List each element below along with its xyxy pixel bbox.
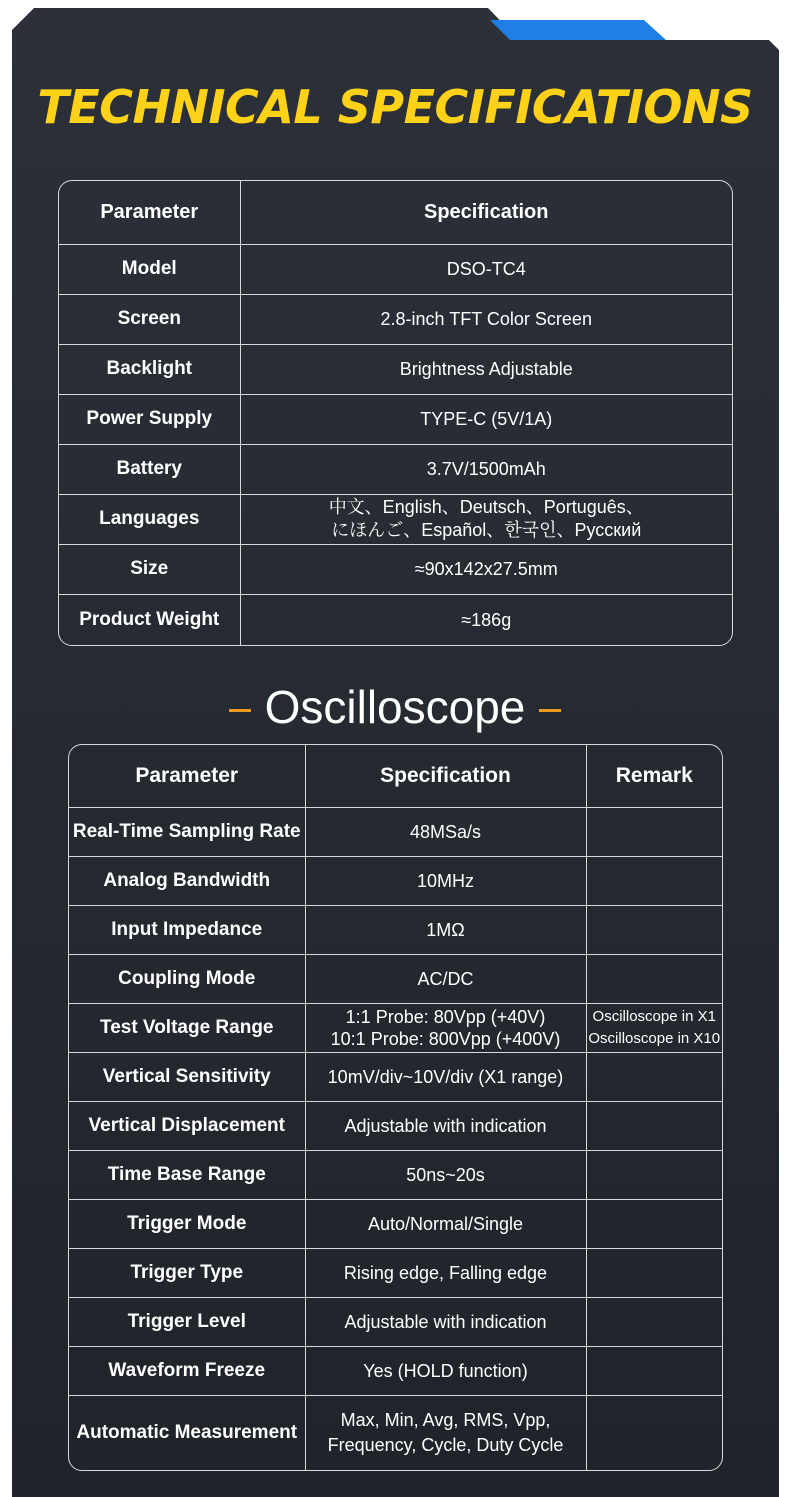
value-coupling-mode: AC/DC [305,954,586,1003]
param-input-impedance: Input Impedance [69,905,305,954]
remark-trigger-mode [586,1199,722,1248]
table-row [69,905,722,954]
table-row [59,244,732,294]
oscilloscope-section-title [0,680,790,734]
remark-trigger-level [586,1297,722,1346]
table-row [69,1052,722,1101]
value-model: DSO-TC4 [240,244,732,294]
remark-waveform-freeze [586,1346,722,1395]
param-vertical-displacement: Vertical Displacement [69,1101,305,1150]
param-languages: Languages [59,494,240,544]
table-row [69,856,722,905]
value-screen: 2.8-inch TFT Color Screen [240,294,732,344]
value-size: ≈90x142x27.5mm [240,544,732,594]
table-row [69,1297,722,1346]
table-row [59,294,732,344]
remark-automatic-measurement [586,1395,722,1471]
value-trigger-mode: Auto/Normal/Single [305,1199,586,1248]
table-row [69,1150,722,1199]
table-row [69,1003,722,1052]
remark-line-1: Oscilloscope in X1 [592,1007,716,1025]
value-product-weight: ≈186g [240,594,732,645]
section-title-text: Oscilloscope [264,681,526,733]
param-trigger-level: Trigger Level [69,1297,305,1346]
param-size: Size [59,544,240,594]
remark-line-2: Oscilloscope in X10 [588,1029,721,1047]
value-languages [240,494,732,544]
table-header-row [69,745,722,807]
param-trigger-mode: Trigger Mode [69,1199,305,1248]
table-row [59,344,732,394]
languages-line-1: 中文、English、Deutsch、Português、 [328,497,644,517]
param-analog-bandwidth: Analog Bandwidth [69,856,305,905]
table-row [69,1199,722,1248]
value-time-base-range: 50ns~20s [305,1150,586,1199]
param-screen: Screen [59,294,240,344]
remark-analog-bandwidth [586,856,722,905]
param-battery: Battery [59,444,240,494]
remark-trigger-type [586,1248,722,1297]
table-row [59,594,732,645]
remark-test-voltage-range [586,1003,722,1052]
param-sampling-rate: Real-Time Sampling Rate [69,807,305,856]
measurement-line-2: Frequency, Cycle, Duty Cycle [327,1435,564,1456]
param-model: Model [59,244,240,294]
param-waveform-freeze: Waveform Freeze [69,1346,305,1395]
param-trigger-type: Trigger Type [69,1248,305,1297]
page-title: TECHNICAL SPECIFICATIONS [37,80,753,134]
value-battery: 3.7V/1500mAh [240,444,732,494]
table-row [59,544,732,594]
header-specification: Specification [305,745,586,807]
value-test-voltage-range [305,1003,586,1052]
value-analog-bandwidth: 10MHz [305,856,586,905]
remark-vertical-displacement [586,1101,722,1150]
voltage-line-2: 10:1 Probe: 800Vpp (+400V) [330,1028,561,1049]
table-row [59,494,732,544]
header-specification: Specification [240,181,732,244]
dash-left-icon [229,709,251,712]
header-parameter: Parameter [69,745,305,807]
table-header-row [59,181,732,244]
header-accent-stripe [490,20,666,40]
header-parameter: Parameter [59,181,240,244]
table-row [69,1248,722,1297]
languages-line-2: にほんご、Español、한국인、Русский [331,520,642,540]
value-waveform-freeze: Yes (HOLD function) [305,1346,586,1395]
table-row [59,444,732,494]
table-row [59,394,732,444]
param-automatic-measurement: Automatic Measurement [69,1395,305,1471]
param-time-base-range: Time Base Range [69,1150,305,1199]
value-trigger-level: Adjustable with indication [305,1297,586,1346]
param-test-voltage-range: Test Voltage Range [69,1003,305,1052]
voltage-line-1: 1:1 Probe: 80Vpp (+40V) [345,1006,546,1027]
table-row [69,807,722,856]
param-product-weight: Product Weight [59,594,240,645]
table-row [69,1346,722,1395]
remark-coupling-mode [586,954,722,1003]
table-row [69,1395,722,1471]
remark-time-base-range [586,1150,722,1199]
value-vertical-sensitivity: 10mV/div~10V/div (X1 range) [305,1052,586,1101]
value-trigger-type: Rising edge, Falling edge [305,1248,586,1297]
dash-right-icon [539,709,561,712]
remark-input-impedance [586,905,722,954]
value-power-supply: TYPE-C (5V/1A) [240,394,732,444]
oscilloscope-spec-table [68,744,723,1471]
general-spec-table [58,180,733,646]
remark-sampling-rate [586,807,722,856]
param-backlight: Backlight [59,344,240,394]
measurement-line-1: Max, Min, Avg, RMS, Vpp, [340,1410,551,1431]
table-row [69,954,722,1003]
param-vertical-sensitivity: Vertical Sensitivity [69,1052,305,1101]
value-sampling-rate: 48MSa/s [305,807,586,856]
value-automatic-measurement [305,1395,586,1471]
param-power-supply: Power Supply [59,394,240,444]
table-row [69,1101,722,1150]
value-vertical-displacement: Adjustable with indication [305,1101,586,1150]
header-remark: Remark [586,745,722,807]
remark-vertical-sensitivity [586,1052,722,1101]
param-coupling-mode: Coupling Mode [69,954,305,1003]
value-input-impedance: 1MΩ [305,905,586,954]
value-backlight: Brightness Adjustable [240,344,732,394]
